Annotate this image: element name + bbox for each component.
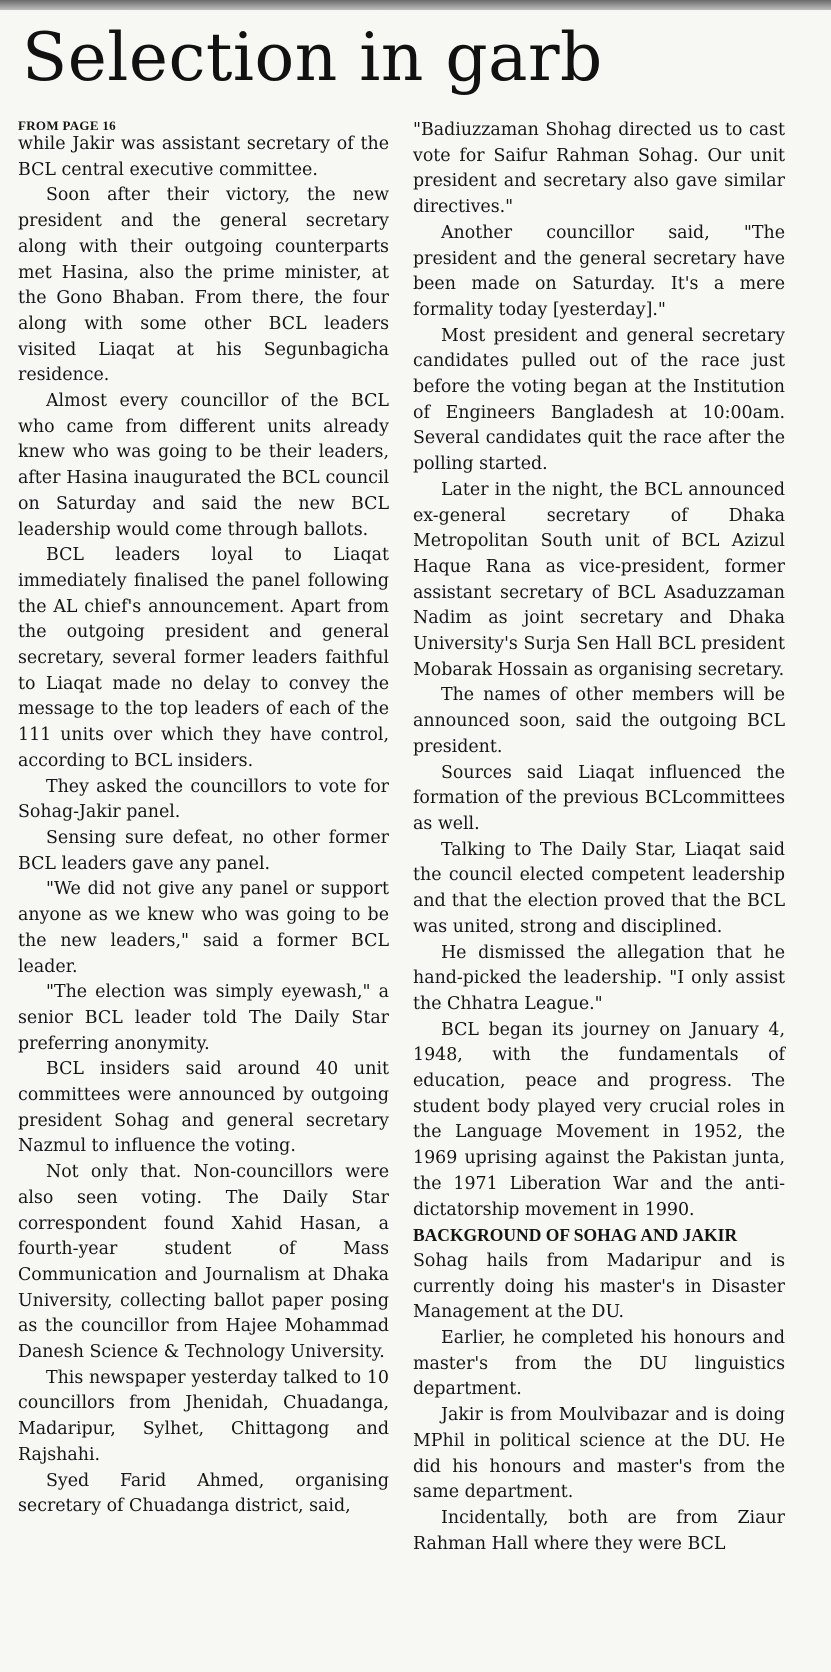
paragraph: Jakir is from Moulvibazar and is doing MPhil in political science at the DU. He did his honours and master's from the same department. (413, 1405, 785, 1503)
paragraph: Another councillor said, "The president and the general secretary have been made on Saturday. It's a mere formality today [yesterday]." (413, 222, 785, 320)
paragraph: Sohag hails from Madaripur and is currently doing his master's in Disaster Management at the DU. (413, 1250, 785, 1323)
paragraph: Sensing sure defeat, no other former BCL leaders gave any panel. (18, 827, 389, 874)
article-column-left (18, 118, 389, 1520)
paragraph: Not only that. Non-councillors were also seen voting. The Daily Star correspondent found Xahid Hasan, a fourth-year student of Mass Communication and Journalism at Dhaka University, collecting ballot paper posing as the councillor from Hajee Mohammad Danesh Science & Technology University. (18, 1162, 389, 1363)
paragraph: Sources said Liaqat influenced the formation of the previous BCLcommittees as well. (413, 762, 785, 834)
article-column-right (413, 118, 785, 1557)
headline: Selection in garb (22, 19, 603, 96)
right-paragraphs-after-subhead (413, 1249, 785, 1557)
paragraph: BCL leaders loyal to Liaqat immediately finalised the panel following the AL chief's announcement. Apart from the outgoing president and general secretary, several former leaders faithful to Liaqat made no delay to convey the message to the top leaders of each of the 111 units over which they have control, according to BCL insiders. (18, 545, 389, 771)
column-gutter (395, 118, 396, 1668)
paragraph: BCL insiders said around 40 unit committees were announced by outgoing president Sohag and general secretary Nazmul to influence the voting. (18, 1059, 389, 1157)
paragraph: Talking to The Daily Star, Liaqat said the council elected competent leadership and that the election proved that the BCL was united, strong and disciplined. (413, 839, 785, 937)
paragraph: This newspaper yesterday talked to 10 councillors from Jhenidah, Chuadanga, Madaripur, Sylhet, Chittagong and Rajshahi. (18, 1367, 389, 1465)
paragraph: Syed Farid Ahmed, organising secretary of Chuadanga district, said, (18, 1470, 389, 1517)
paragraph: Earlier, he completed his honours and master's from the DU linguistics department. (413, 1328, 785, 1400)
top-rule (0, 0, 831, 10)
right-paragraphs (413, 118, 785, 1223)
paragraph: The names of other members will be announced soon, said the outgoing BCL president. (413, 685, 785, 757)
paragraph: "Badiuzzaman Shohag directed us to cast vote for Saifur Rahman Sohag. Our unit president and secretary also gave similar directives." (413, 120, 785, 218)
paragraph: Most president and general secretary candidates pulled out of the race just before the voting began at the Institution of Engineers Bangladesh at 10:00am. Several candidates quit the race after the polling started. (413, 325, 785, 475)
dateline: FROM PAGE 16 (18, 118, 116, 133)
paragraph: Later in the night, the BCL announced ex-general secretary of Dhaka Metropolitan South unit of BCL Azizul Haque Rana as vice-president, former assistant secretary of BCL Asaduzzaman Nadim as joint secretary and Dhaka University's Surja Sen Hall BCL president Mobarak Hossain as organising secretary. (413, 479, 785, 680)
paragraph: "We did not give any panel or support anyone as we knew who was going to be the new leaders," said a former BCL leader. (18, 879, 389, 977)
paragraph: while Jakir was assistant secretary of the BCL central executive committee. (18, 134, 389, 180)
paragraph: BCL began its journey on January 4, 1948, with the fundamentals of education, peace and progress. The student body played very crucial roles in the Language Movement in 1952, the 1969 uprising against the Pakistan junta, the 1971 Liberation War and the anti-dictatorship movement in 1990. (413, 1019, 785, 1220)
paragraph: "The election was simply eyewash," a senior BCL leader told The Daily Star preferring anonymity. (18, 982, 389, 1054)
paragraph: Soon after their victory, the new president and the general secretary along with their outgoing counterparts met Hasina, also the prime minister, at the Gono Bhaban. From there, the four along with some other BCL leaders visited Liaqat at his Segunbagicha residence. (18, 185, 389, 386)
paragraph: Almost every councillor of the BCL who came from different units already knew who was going to be their leaders, after Hasina inaugurated the BCL council on Saturday and said the new BCL leadership would come through ballots. (18, 391, 389, 540)
paragraph: He dismissed the allegation that he hand-picked the leadership. "I only assist the Chhatra League." (413, 942, 785, 1014)
paragraph: Incidentally, both are from Ziaur Rahman Hall where they were BCL (413, 1507, 785, 1554)
left-paragraphs (18, 132, 389, 1520)
section-subhead: BACKGROUND OF SOHAG AND JAKIR (413, 1225, 738, 1246)
paragraph: They asked the councillors to vote for Sohag-Jakir panel. (18, 776, 389, 823)
